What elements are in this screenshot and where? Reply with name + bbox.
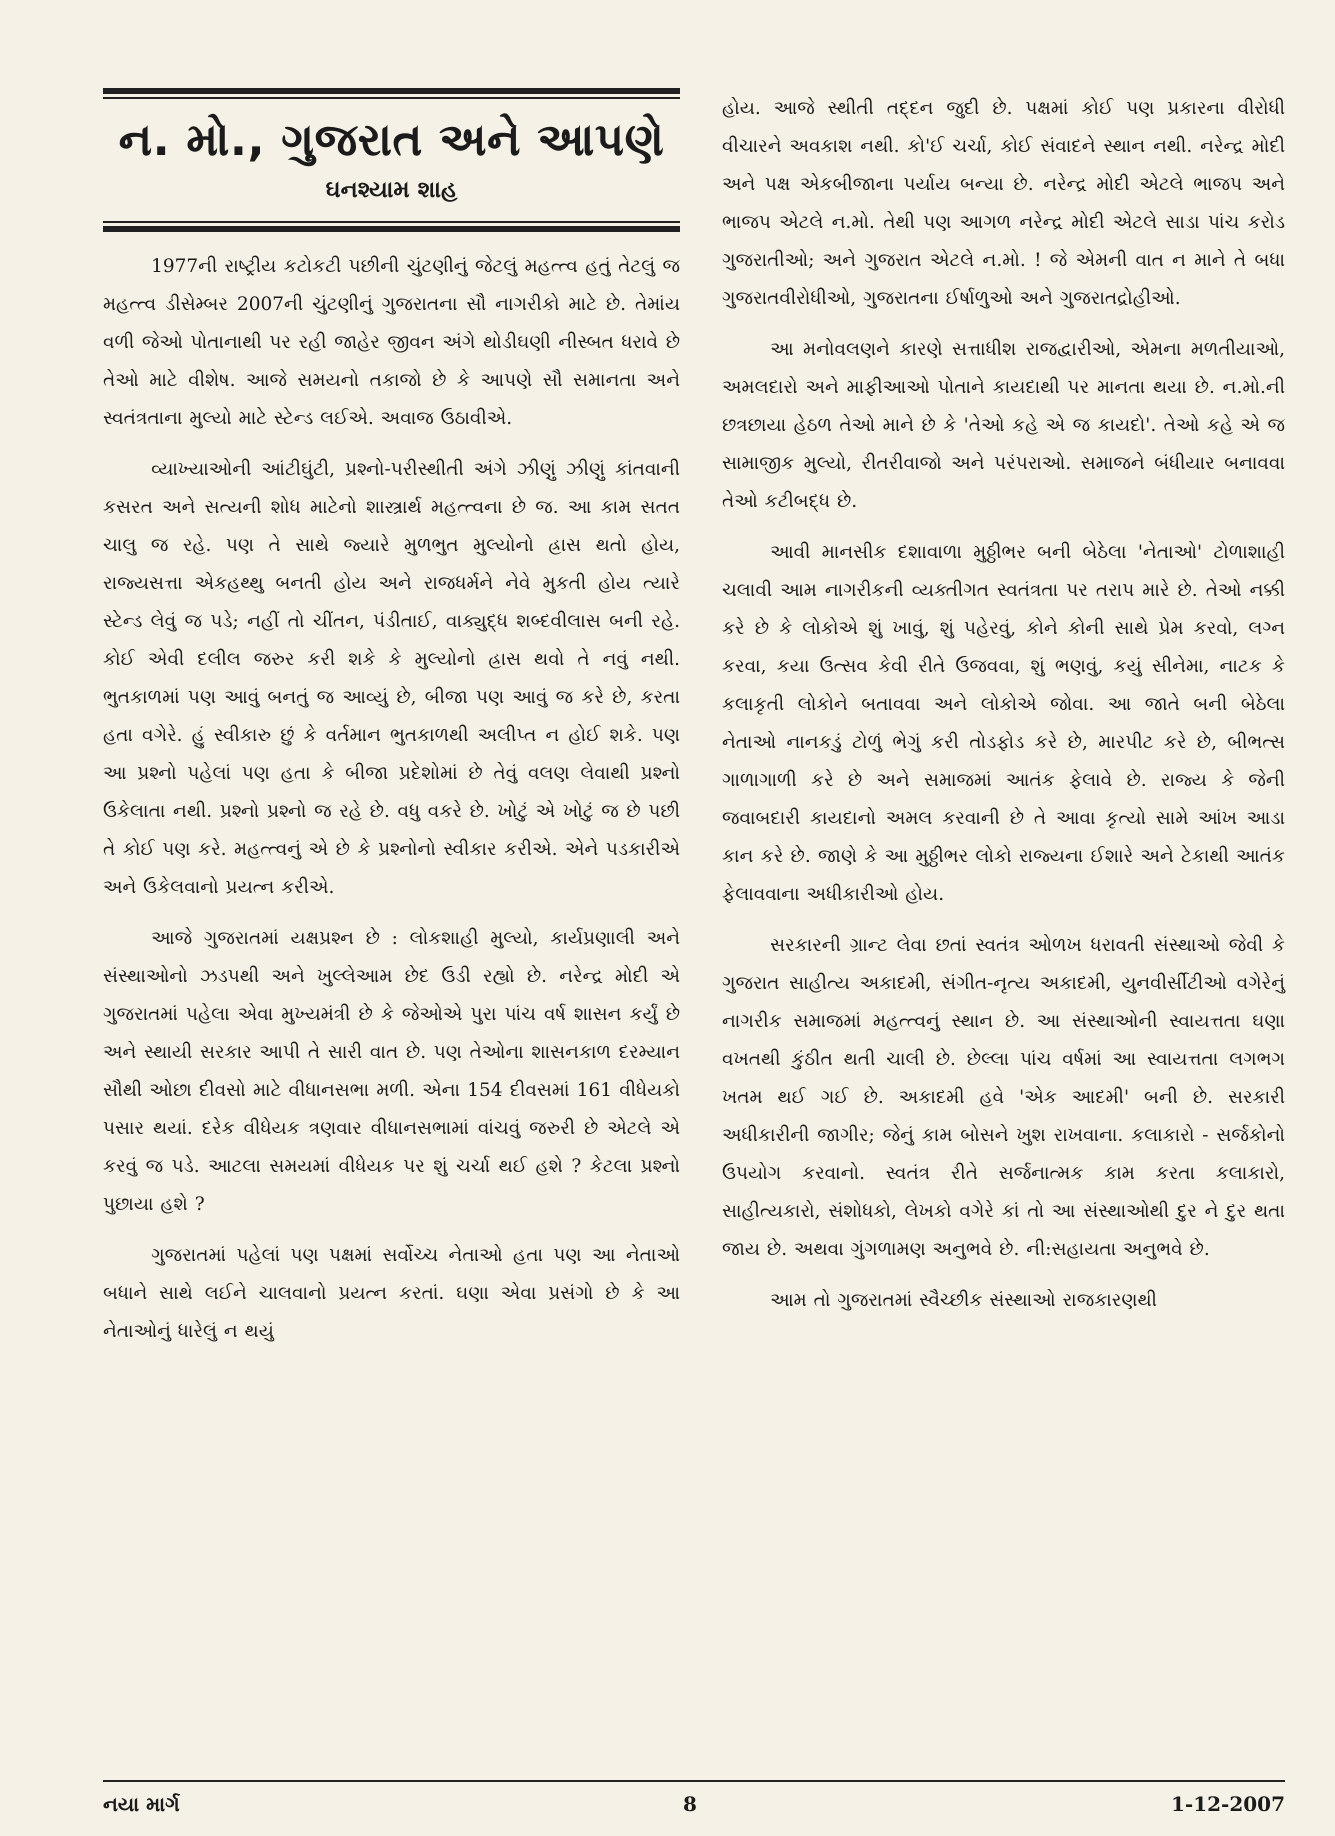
- paragraph: આજે ગુજરાતમાં યક્ષપ્રશ્ન છે : લોકશાહી મુલ્યો, કાર્યપ્રણાલી અને સંસ્થાઓનો ઝડપથી અને ખુલ્લેઆમ છેદ ઉડી રહ્યો છે. નરેન્દ્ર મોદી એ ગુજરાતમાં પહેલા એવા મુખ્યમંત્રી છે કે જેઓએ પુરા પાંચ વર્ષ શાસન કર્યું છે અને સ્થાયી સરકાર આપી તે સારી વાત છે. પણ તેઓના શાસનકાળ દરમ્યાન સૌથી ઓછા દીવસો માટે વીધાનસભા મળી. એના 154 દીવસમાં 161 વીધેયકો પસાર થયાં. દરેક વીધેયક ત્રણવાર વીધાનસભામાં વાંચવું જરુરી છે એટલે એ કરવું જ પડે. આટલા સમયમાં વીધેયક પર શું ચર્ચા થઈ હશે ? કેટલા પ્રશ્નો પુછાયા હશે ?: [103, 928, 680, 1215]
- title-bottom-rule-thin: [103, 221, 680, 223]
- paragraph-continued: હોય. આજે સ્થીતી તદ્દન જુદી છે. પક્ષમાં કોઈ પણ પ્રકારના વીરોધી વીચારને અવકાશ નથી. કો'ઈ ચર્ચા, કોઈ સંવાદને સ્થાન નથી. નરેન્દ્ર મોદી અને પક્ષ એકબીજાના પર્યાય બન્યા છે. નરેન્દ્ર મોદી એટલે ભાજપ અને ભાજપ એટલે ન.મો. તેથી પણ આગળ નરેન્દ્ર મોદી એટલે સાડા પાંચ કરોડ ગુજરાતીઓ; અને ગુજરાત એટલે ન.મો. ! જે એમની વાત ન માને તે બધા ગુજરાતવીરોધીઓ, ગુજરાતના ઈર્ષાળુઓ અને ગુજરાતદ્રોહીઓ.: [722, 98, 1285, 309]
- left-column: [103, 88, 680, 1364]
- page-footer: [103, 1792, 1285, 1822]
- article-author: ઘનશ્યામ શાહ: [325, 177, 458, 203]
- article-title: ન. મો., ગુજરાત અને આપણે: [118, 113, 665, 166]
- paragraph: ગુજરાતમાં પહેલાં પણ પક્ષમાં સર્વોચ્ચ નેતાઓ હતા પણ આ નેતાઓ બધાને સાથે લઈને ચાલવાનો પ્રયત્ન કરતાં. ઘણા એવા પ્રસંગો છે કે આ નેતાઓનું ધારેલું ન થયું: [103, 1245, 680, 1342]
- paragraph: 1977ની રાષ્ટ્રીય કટોકટી પછીની ચુંટણીનું જેટલું મહત્ત્વ હતું તેટલું જ મહત્ત્વ ડીસેમ્બર 2007ની ચુંટણીનું ગુજરાતના સૌ નાગરીકો માટે છે. તેમાંય વળી જેઓ પોતાનાથી પર રહી જાહેર જીવન અંગે થોડીઘણી નીસ્બત ધરાવે છે તેઓ માટે વીશેષ. આજે સમયનો તકાજો છે કે આપણે સૌ સમાનતા અને સ્વતંત્રતાના મુલ્યો માટે સ્ટેન્ડ લઈએ. અવાજ ઉઠાવીએ.: [103, 256, 680, 429]
- paragraph: આવી માનસીક દશાવાળા મુઠ્ઠીભર બની બેઠેલા 'નેતાઓ' ટોળાશાહી ચલાવી આમ નાગરીકની વ્યક્તીગત સ્વતંત્રતા પર તરાપ મારે છે. તેઓ નક્કી કરે છે કે લોકોએ શું ખાવું, શું પહેરવું, કોને કોની સાથે પ્રેમ કરવો, લગ્ન કરવા, કયા ઉત્સવ કેવી રીતે ઉજવવા, શું ભણવું, કયું સીનેમા, નાટક કે કલાકૃતી લોકોને બતાવવા અને લોકોએ જોવા. આ જાતે બની બેઠેલા નેતાઓ નાનકડું ટોળું ભેગું કરી તોડફોડ કરે છે, મારપીટ કરે છે, બીભત્સ ગાળાગાળી કરે છે અને સમાજમાં આતંક ફેલાવે છે. રાજ્ય કે જેની જવાબદારી કાયદાનો અમલ કરવાની છે તે આવા કૃત્યો સામે આંખ આડા કાન કરે છે. જાણે કે આ મુઠ્ઠીભર લોકો રાજ્યના ઈશારે અને ટેકાથી આતંક ફેલાવવાના અધીકારીઓ હોય.: [722, 542, 1285, 905]
- right-column: [722, 90, 1285, 1333]
- title-bottom-rule: [103, 226, 680, 232]
- publication-name: નયા માર્ગ: [103, 1792, 180, 1816]
- paragraph: આ મનોવલણને કારણે સત્તાધીશ રાજદ્વારીઓ, એમના મળતીયાઓ, અમલદારો અને માફીઆઓ પોતાને કાયદાથી પર માનતા થયા છે. ન.મો.ની છત્રછાયા હેઠળ તેઓ માને છે કે 'તેઓ કહે એ જ કાયદો'. તેઓ કહે એ જ સામાજીક મુલ્યો, રીતરીવાજો અને પરંપરાઓ. સમાજને બંધીયાર બનાવવા તેઓ કટીબદ્ધ છે.: [722, 339, 1285, 512]
- title-top-rule: [103, 88, 680, 94]
- paragraph: સરકારની ગ્રાન્ટ લેવા છતાં સ્વતંત્ર ઓળખ ધરાવતી સંસ્થાઓ જેવી કે ગુજરાત સાહીત્ય અકાદમી, સંગીત-નૃત્ય અકાદમી, યુનવીર્સીટીઓ વગેરેનું નાગરીક સમાજમાં મહત્ત્વનું સ્થાન છે. આ સંસ્થાઓની સ્વાયત્તતા ઘણા વખતથી કુંઠીત થતી ચાલી છે. છેલ્લા પાંચ વર્ષમાં આ સ્વાયત્તતા લગભગ ખતમ થઈ ગઈ છે. અકાદમી હવે 'એક આદમી' બની છે. સરકારી અધીકારીની જાગીર; જેનું કામ બોસને ખુશ રાખવાના. કલાકારો - સર્જકોનો ઉપયોગ કરવાનો. સ્વતંત્ર રીતે સર્જનાત્મક કામ કરતા કલાકારો, સાહીત્યકારો, સંશોધકો, લેખકો વગેરે કાં તો આ સંસ્થાઓથી દુર ને દુર થતા જાય છે. અથવા ગુંગળામણ અનુભવે છે. ની:સહાયતા અનુભવે છે.: [722, 935, 1285, 1260]
- paragraph: આમ તો ગુજરાતમાં સ્વૈચ્છીક સંસ્થાઓ રાજકારણથી: [770, 1290, 1157, 1311]
- issue-date: 1-12-2007: [1170, 1792, 1285, 1816]
- title-top-rule-thin: [103, 97, 680, 99]
- paragraph: વ્યાખ્યાઓની આંટીઘુંટી, પ્રશ્નો-પરીસ્થીતી અંગે ઝીણું ઝીણું કાંતવાની કસરત અને સત્યની શોધ માટેનો શાસ્ત્રાર્થ મહત્ત્વના છે જ. આ કામ સતત ચાલુ જ રહે. પણ તે સાથે જ્યારે મુળભુત મુલ્યોનો હ્રાસ થતો હોય, રાજ્યસત્તા એકહથ્થુ બનતી હોય અને રાજધર્મને નેવે મુકતી હોય ત્યારે સ્ટેન્ડ લેવું જ પડે; નહીં તો ચીંતન, પંડીતાઈ, વાક્યુદ્ધ શબ્દવીલાસ બની રહે. કોઈ એવી દલીલ જરુર કરી શકે કે મુલ્યોનો હ્રાસ થવો તે નવું નથી. ભુતકાળમાં પણ આવું બનતું જ આવ્યું છે, બીજા પણ આવું જ કરે છે, કરતા હતા વગેરે. હું સ્વીકારુ છું કે વર્તમાન ભુતકાળથી અલીપ્ત ન હોઈ શકે. પણ આ પ્રશ્નો પહેલાં પણ હતા કે બીજા પ્રદેશોમાં છે તેવું વલણ લેવાથી પ્રશ્નો ઉકેલાતા નથી. પ્રશ્નો પ્રશ્નો જ રહે છે. વધુ વકરે છે. ખોટું એ ખોટું જ છે પછી તે કોઈ પણ કરે. મહત્ત્વનું એ છે કે પ્રશ્નોનો સ્વીકાર કરીએ. એને પડકારીએ અને ઉકેલવાનો પ્રયત્ન કરીએ.: [103, 459, 680, 898]
- page-number: 8: [683, 1792, 697, 1816]
- footer-rule: [103, 1780, 1285, 1782]
